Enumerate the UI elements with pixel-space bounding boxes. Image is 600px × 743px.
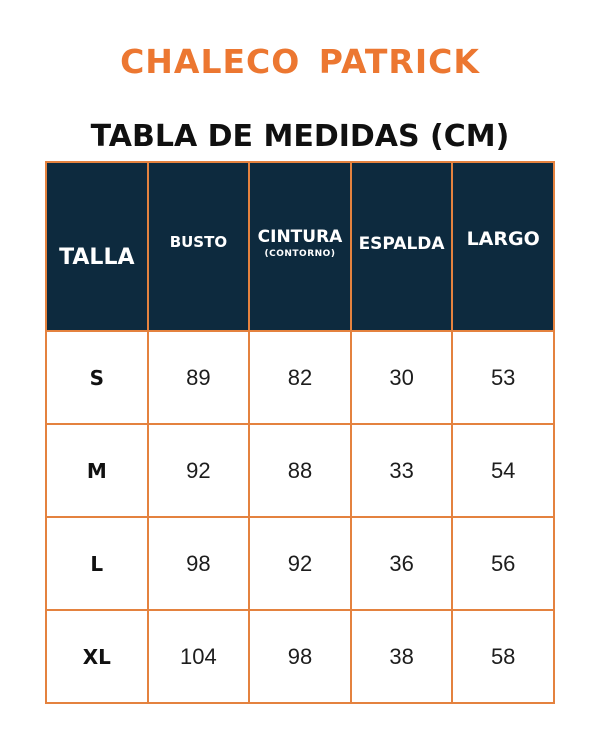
cintura-cell: 98 — [249, 610, 351, 703]
table-body — [46, 331, 554, 703]
header-talla-label: TALLA — [59, 245, 135, 270]
header-cintura — [249, 162, 351, 331]
header-row — [46, 162, 554, 331]
table-row — [46, 331, 554, 424]
size-cell: M — [46, 424, 148, 517]
busto-cell: 92 — [148, 424, 250, 517]
size-cell: L — [46, 517, 148, 610]
size-cell: XL — [46, 610, 148, 703]
table-row — [46, 610, 554, 703]
espalda-cell: 36 — [351, 517, 453, 610]
busto-cell: 104 — [148, 610, 250, 703]
largo-cell: 58 — [452, 610, 554, 703]
cintura-cell: 92 — [249, 517, 351, 610]
header-largo — [452, 162, 554, 331]
largo-cell: 56 — [452, 517, 554, 610]
busto-cell: 89 — [148, 331, 250, 424]
table-title: TABLA DE MEDIDAS (CM) — [90, 119, 510, 154]
cintura-cell: 82 — [249, 331, 351, 424]
header-busto — [148, 162, 250, 331]
table-row — [46, 517, 554, 610]
size-cell: S — [46, 331, 148, 424]
header-talla — [46, 162, 148, 331]
espalda-cell: 33 — [351, 424, 453, 517]
header-espalda — [351, 162, 453, 331]
cintura-cell: 88 — [249, 424, 351, 517]
busto-cell: 98 — [148, 517, 250, 610]
header-cintura-label: CINTURA — [257, 226, 343, 247]
header-busto-label: BUSTO — [169, 232, 228, 251]
size-chart-table — [45, 161, 555, 704]
table-header — [46, 162, 554, 331]
espalda-cell: 38 — [351, 610, 453, 703]
table-row — [46, 424, 554, 517]
header-largo-label: LARGO — [466, 227, 540, 250]
espalda-cell: 30 — [351, 331, 453, 424]
largo-cell: 53 — [452, 331, 554, 424]
largo-cell: 54 — [452, 424, 554, 517]
product-title: CHALECO PATRICK — [120, 42, 480, 81]
header-cintura-sublabel: (CONTORNO) — [264, 248, 336, 259]
header-espalda-label: ESPALDA — [358, 233, 445, 254]
